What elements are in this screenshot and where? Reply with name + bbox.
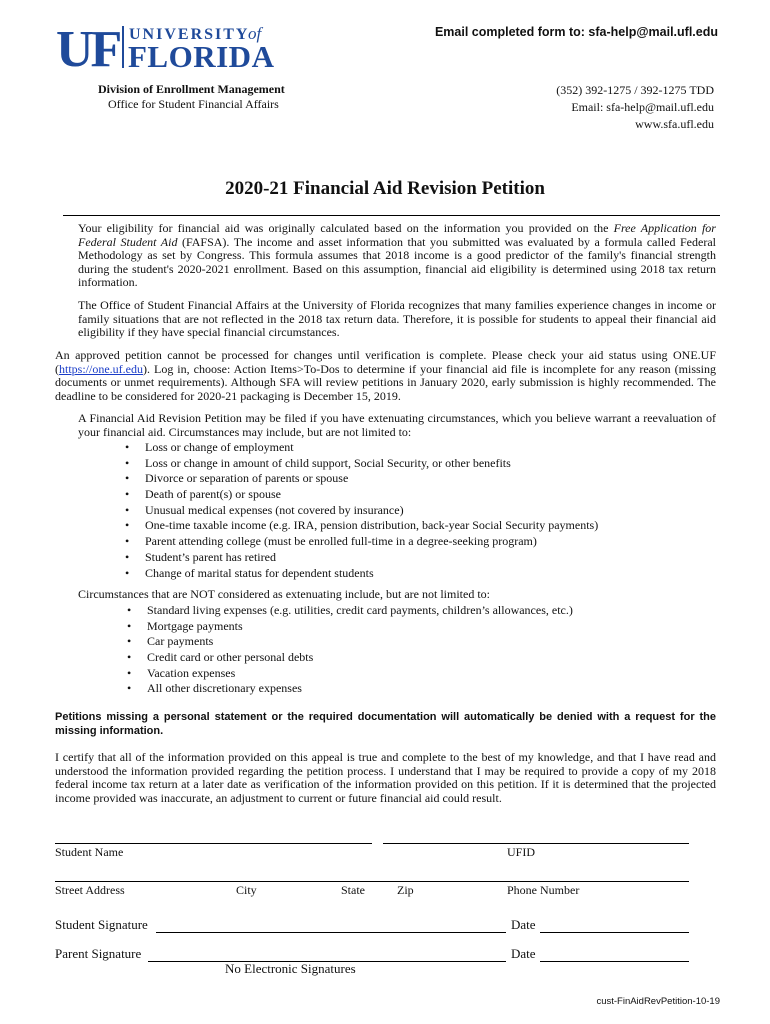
student-name-line[interactable] [55, 843, 372, 844]
certification-statement: I certify that all of the information provided on this appeal is true and complete to the best of my knowledge, and that I have read and understood the information provided regarding the petition process. I understand that I may be required to provide a copy of my 2018 federal income tax return at a later date as verification of the information provided on this petition. If it is determined that the projected income provided was inaccurate, an adjustment to current or future financial aid could result. [55, 750, 716, 805]
office-name: Office for Student Financial Affairs [108, 97, 279, 111]
list-item: • Unusual medical expenses (not covered by insurance) [125, 503, 598, 519]
student-signature-label: Student Signature [55, 917, 148, 932]
p3-before: An approved petition cannot be processed for changes until verification is complete. Please check your aid status using ONE.UF ( [55, 348, 716, 376]
p3-after: ). Log in, choose: Action Items>To-Dos to determine if your financial aid file is incomplete for any reason (missing documents or unmet requirements). Although SFA will review petitions in January 2020, early submission is highly recommended. The deadline to be considered for 2020-21 packaging is December 15, 2019. [55, 361, 716, 403]
contact-phone: (352) 392-1275 / 392-1275 TDD [556, 83, 714, 97]
list-item: • Divorce or separation of parents or spouse [125, 471, 598, 487]
no-electronic-signatures-note: No Electronic Signatures [225, 961, 356, 976]
list-item: • Change of marital status for dependent students [125, 566, 598, 582]
list-item: • Vacation expenses [127, 666, 573, 682]
contact-email: Email: sfa-help@mail.ufl.edu [571, 100, 714, 114]
phone-number-label: Phone Number [507, 883, 580, 897]
list-item: • All other discretionary expenses [127, 681, 573, 697]
not-extenuating-list [127, 603, 573, 697]
contact-website: www.sfa.ufl.edu [635, 117, 714, 131]
list-item: • Car payments [127, 634, 573, 650]
ufid-line[interactable] [383, 843, 689, 844]
list-item: • Loss or change of employment [125, 440, 598, 456]
student-name-label: Student Name [55, 845, 124, 859]
logo-uf-text: UF [56, 21, 120, 72]
paragraph-verification [55, 349, 716, 403]
contact-block [460, 82, 714, 133]
state-label: State [341, 883, 365, 897]
list-item: • Mortgage payments [127, 619, 573, 635]
parent-signature-label: Parent Signature [55, 946, 142, 961]
list-item: • Loss or change in amount of child support, Social Security, or other benefits [125, 456, 598, 472]
list-item: • Parent attending college (must be enrolled full-time in a degree-seeking program) [125, 534, 598, 550]
zip-label: Zip [397, 883, 414, 897]
student-signature-line[interactable] [156, 932, 506, 933]
logo-florida-text: FLORIDA [128, 39, 275, 72]
parent-date-label: Date [511, 946, 536, 961]
uf-logo [56, 20, 286, 72]
ufid-label: UFID [507, 845, 536, 859]
student-date-line[interactable] [540, 932, 689, 933]
paragraph-circumstances: A Financial Aid Revision Petition may be filed if you have extenuating circumstances, which you believe warrant a reevaluation of your financial aid. Circumstances may include, but are not limited to: [78, 411, 716, 439]
paragraph-eligibility [78, 222, 716, 290]
parent-date-line[interactable] [540, 961, 689, 962]
list-item: • One-time taxable income (e.g. IRA, pension distribution, back-year Social Security payments) [125, 518, 598, 534]
logo-of-text: of [248, 24, 262, 43]
street-address-label: Street Address [55, 883, 125, 897]
page-title: 2020-21 Financial Aid Revision Petition [225, 178, 545, 199]
logo-university-text: UNIVERSITY [129, 26, 250, 43]
email-instruction: Email completed form to: sfa-help@mail.ufl.edu [434, 25, 718, 39]
city-label: City [236, 883, 257, 897]
division-block [98, 82, 285, 112]
title-rule [63, 215, 720, 216]
paragraph-not-extenuating: Circumstances that are NOT considered as extenuating include, but are not limited to: [78, 587, 490, 601]
paragraph-sfa-office: The Office of Student Financial Affairs at the University of Florida recognizes that many families experience changes in income or family situations that are not reflected in the 2018 tax return data. Therefore, it is possible for students to appeal their financial aid eligibility if they have special financial circumstances. [78, 298, 716, 340]
list-item: • Standard living expenses (e.g. utilities, credit card payments, children’s allowances, etc.) [127, 603, 573, 619]
division-name: Division of Enrollment Management [98, 82, 285, 96]
p1-before: Your eligibility for financial aid was originally calculated based on the information you provided on the [78, 221, 614, 235]
list-item: • Credit card or other personal debts [127, 650, 573, 666]
missing-documents-warning: Petitions missing a personal statement or the required documentation will automatically be denied with a request for the missing information. [55, 711, 716, 737]
extenuating-list [125, 440, 598, 581]
form-code: cust-FinAidRevPetition-10-19 [596, 996, 720, 1007]
address-line[interactable] [55, 881, 689, 882]
p1-after: (FAFSA). The income and asset information that you submitted was evaluated by a formula called Federal Methodology as set by Congress. This formula assumes that 2018 income is a good predictor of the family's financial strength during the student's 2020-2021 enrollment. Based on this assumption, financial aid eligibility is determined using 2018 tax return information. [78, 234, 716, 290]
list-item: • Student’s parent has retired [125, 550, 598, 566]
one-uf-link[interactable]: https://one.uf.edu [59, 361, 143, 376]
list-item: • Death of parent(s) or spouse [125, 487, 598, 503]
p1-italic: Free Application for Federal Student Aid [78, 221, 716, 249]
student-date-label: Date [511, 917, 536, 932]
logo-divider [122, 26, 124, 68]
